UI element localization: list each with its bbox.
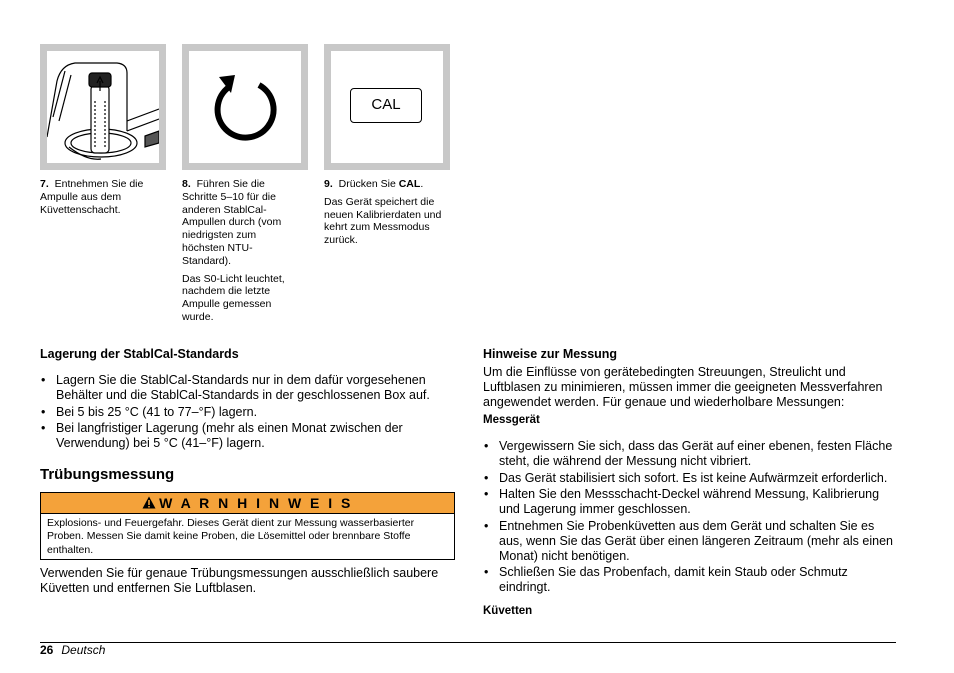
footer-rule (40, 642, 896, 643)
step-number: 9. (324, 178, 333, 190)
warning-header (41, 493, 454, 514)
storage-list (40, 373, 445, 453)
circular-arrow-icon (189, 51, 301, 163)
list-item: • Bei langfristiger Lagerung (mehr als einen Monat zwischen der Verwendung) bei 5 °C (41–°F) lagern. (40, 421, 445, 451)
footer-language: Deutsch (61, 643, 106, 657)
step-text-end: . (420, 178, 424, 190)
step-number: 8. (182, 178, 191, 190)
instrument-vial-illustration (47, 51, 159, 163)
warning-triangle-icon (142, 496, 156, 509)
storage-heading: Lagerung der StablCal-Standards (40, 347, 239, 361)
cuvettes-heading: Küvetten (483, 605, 533, 617)
step-key: CAL (398, 178, 421, 190)
list-item: • Das Gerät stabilisiert sich sofort. Es ist keine Aufwärmzeit erforderlich. (483, 471, 898, 486)
step-text: Drücken Sie (338, 178, 399, 190)
figure-repeat-steps (182, 44, 308, 170)
list-item: • Lagern Sie die StablCal-Standards nur in dem dafür vorgesehenen Behälter und die StablCal-Standards in der geschlossenen Box auf. (40, 373, 445, 403)
step-result: Das Gerät speichert die neuen Kalibrierdaten und kehrt zum Messmodus zurück. (324, 195, 442, 247)
figure-remove-vial (40, 44, 166, 170)
step-text: Führen Sie die Schritte 5–10 für die anderen StablCal-Ampullen durch (vom niedrigsten zum höchsten NTU-Standard). (182, 178, 282, 267)
list-item: • Halten Sie den Messschacht-Deckel während Messung, Kalibrierung und Lagerung immer geschlossen. (483, 487, 898, 517)
device-list (483, 439, 898, 597)
step-result: Das S0-Licht leuchtet, nachdem die letzte Ampulle gemessen wurde. (182, 272, 285, 323)
step-text: Entnehmen Sie die Ampulle aus dem Küvettenschacht. (40, 178, 144, 216)
page-footer (40, 643, 105, 657)
list-item: • Vergewissern Sie sich, dass das Gerät auf einer ebenen, festen Fläche steht, die während der Messung nicht vibriert. (483, 439, 898, 469)
notes-heading: Hinweise zur Messung (483, 347, 618, 361)
warning-box (40, 492, 455, 560)
warning-title: W A R N H I N W E I S (159, 495, 353, 511)
cal-key: CAL (350, 88, 422, 123)
step-number: 7. (40, 178, 49, 190)
list-item: • Schließen Sie das Probenfach, damit kein Staub oder Schmutz eindringt. (483, 565, 898, 595)
turbidity-text: Verwenden Sie für genaue Trübungsmessungen ausschließlich saubere Küvetten und entfernen Sie Luftblasen. (40, 566, 439, 595)
page-number: 26 (40, 643, 54, 657)
list-item: • Bei 5 bis 25 °C (41 to 77–°F) lagern. (40, 405, 445, 420)
turbidity-heading: Trübungsmessung (40, 466, 175, 483)
step-9-caption (324, 178, 448, 252)
step-7-caption (40, 178, 158, 221)
step-8-caption (182, 178, 298, 329)
figure-cal-button (324, 44, 450, 170)
notes-intro: Um die Einflüsse von gerätebedingten Streuungen, Streulicht und Luftblasen zu minimieren, müssen immer die geeigneten Messverfahren angewendet werden. Für genaue und wiederholbare Messungen: (483, 365, 883, 409)
device-heading: Messgerät (483, 414, 540, 426)
list-item: • Entnehmen Sie Probenküvetten aus dem Gerät und schalten Sie es aus, wenn Sie das Gerät über einen längeren Zeitraum (mehr als einen Monat) nicht benötigen. (483, 519, 898, 564)
warning-text: Explosions- und Feuergefahr. Dieses Gerät dient zur Messung wasserbasierter Proben. Messen Sie damit keine Proben, die Lösemittel oder brennbare Stoffe enthalten. (47, 517, 415, 556)
